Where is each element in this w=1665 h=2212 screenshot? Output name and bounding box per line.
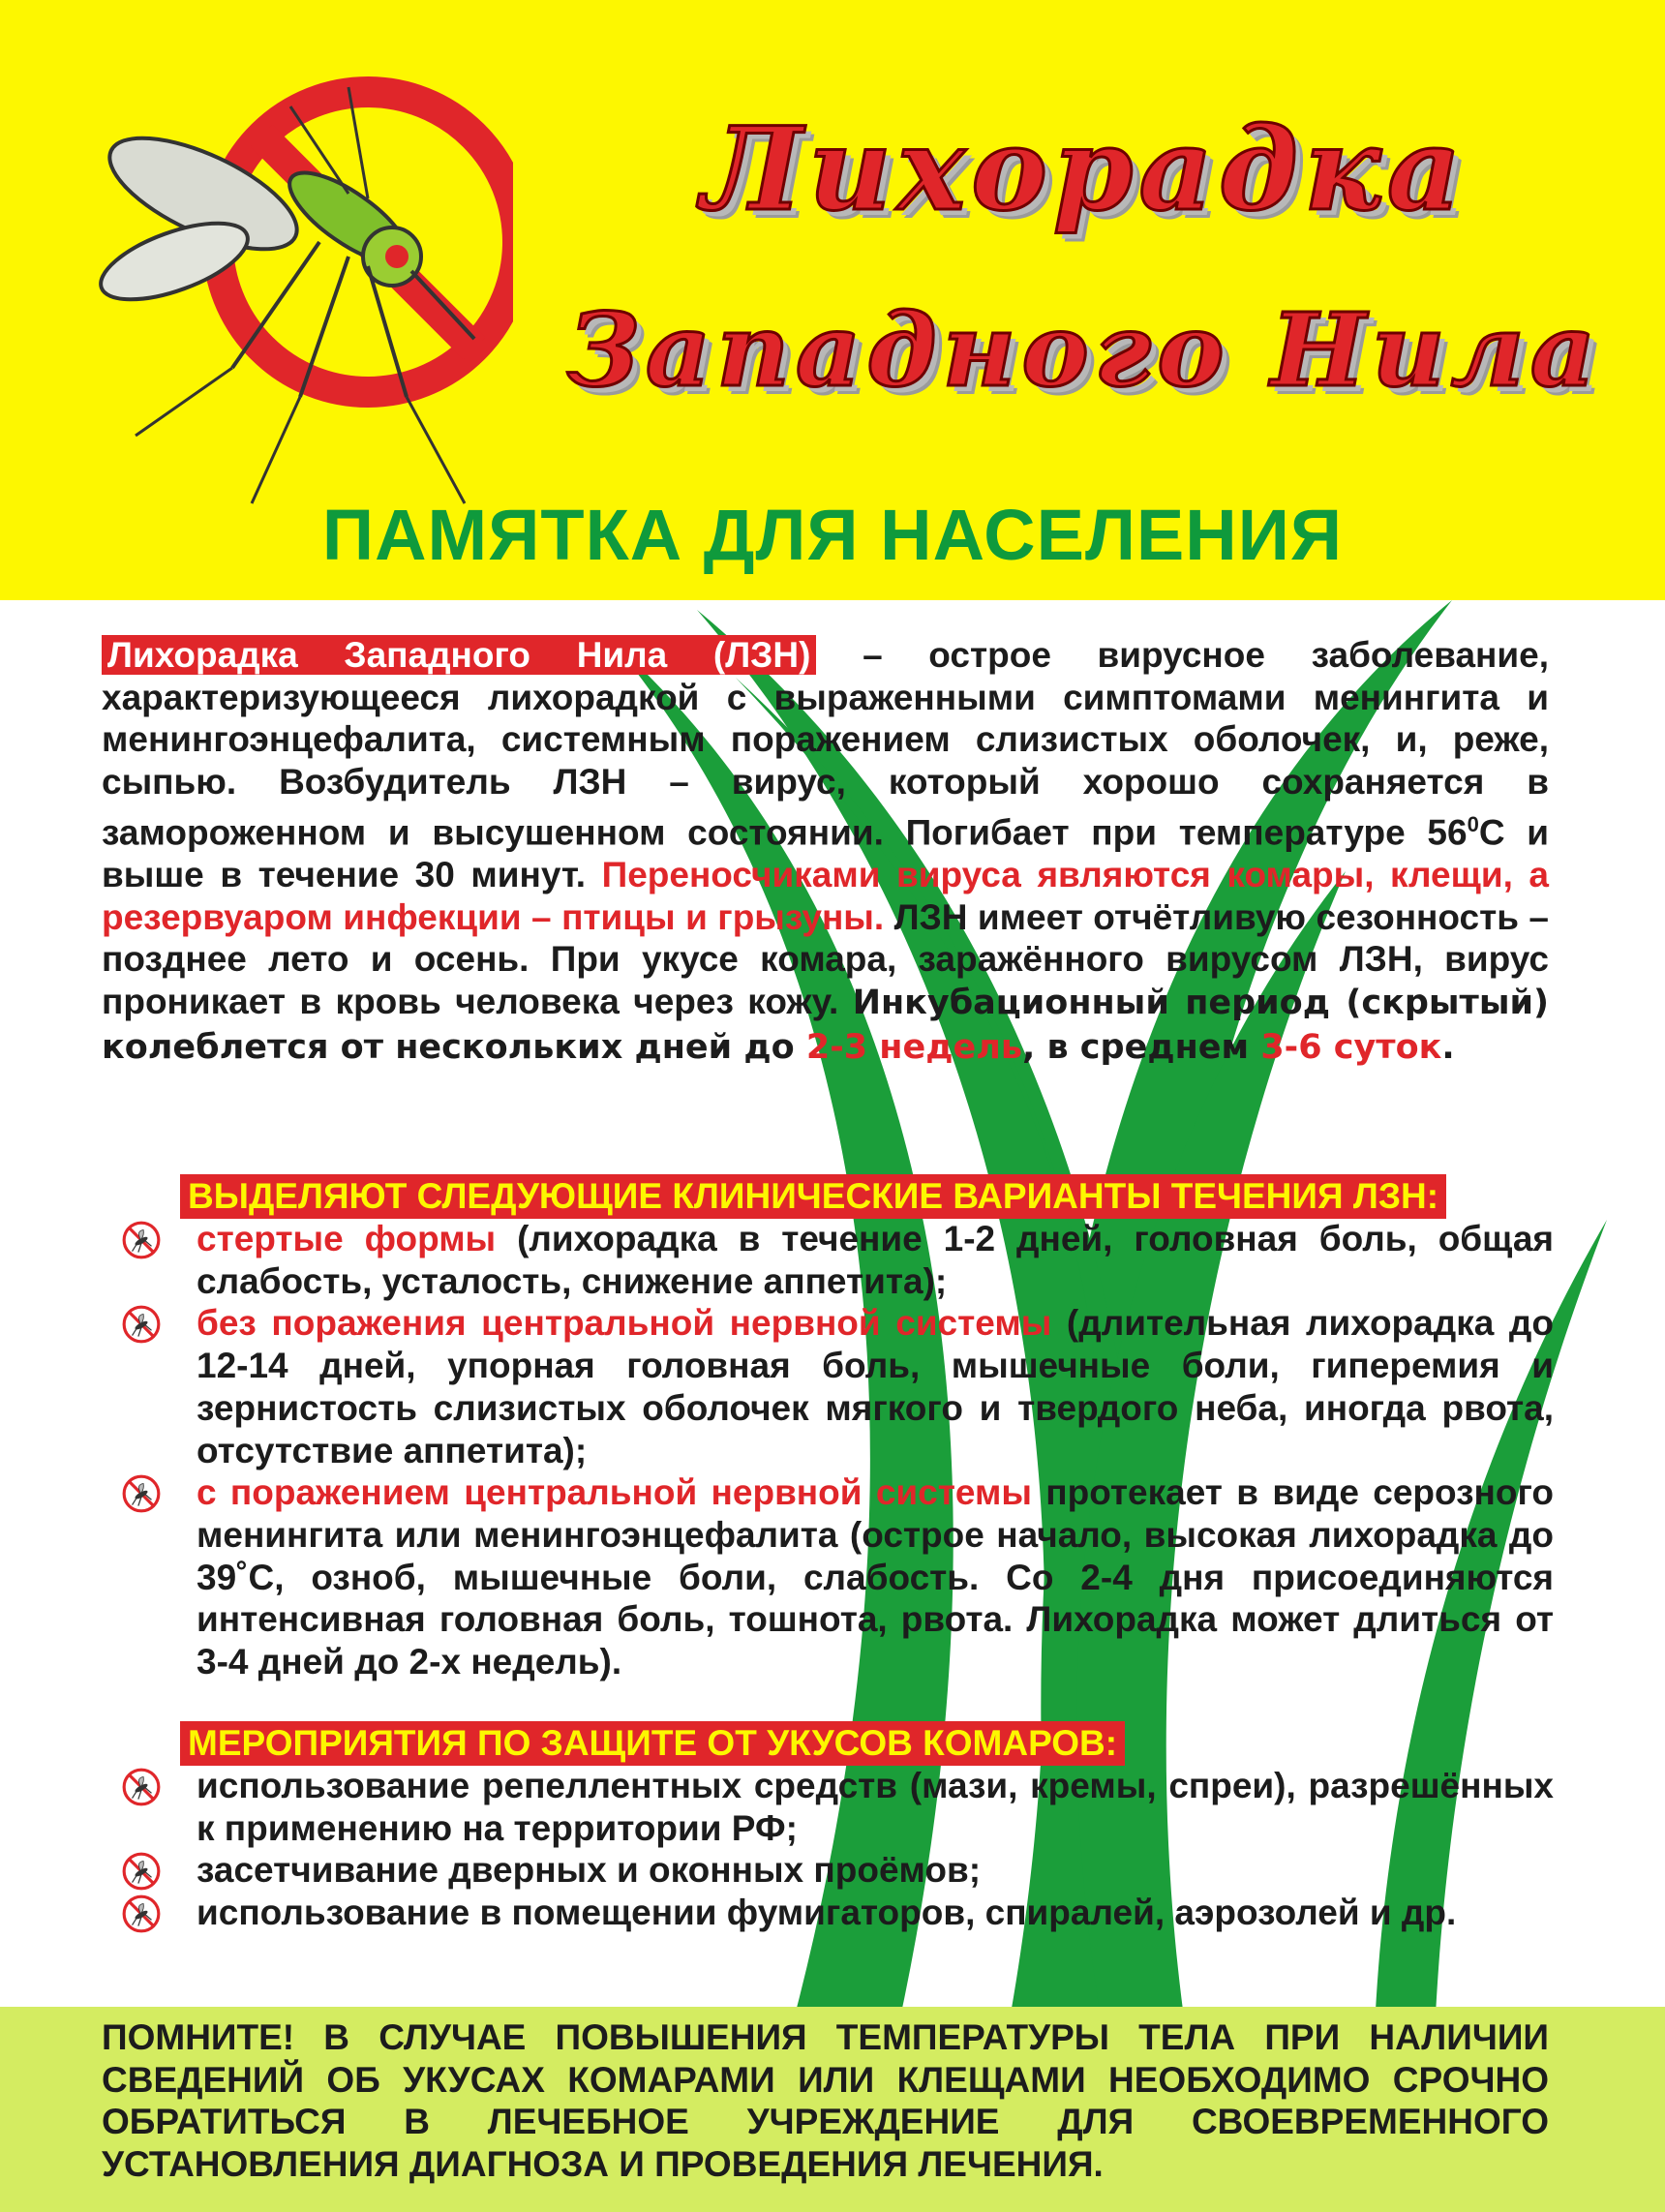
term-highlight: Лихорадка Западного Нила (ЛЗН)	[102, 635, 816, 675]
list-item	[121, 1849, 1554, 1892]
incubation-text-2: , в среднем	[1021, 1027, 1261, 1067]
no-mosquito-bullet-icon	[121, 1473, 162, 1514]
intro-text-2: С и выше в течение 30 минут.	[102, 812, 1550, 894]
variant-text: (лихорадка в течение 1-2 дней, головная боль, общая слабость, усталость, снижение аппетита);	[197, 1219, 1554, 1301]
no-mosquito-bullet-icon	[121, 1851, 162, 1892]
no-mosquito-bullet-icon	[121, 1220, 162, 1260]
intro-paragraph	[102, 634, 1549, 1069]
list-item	[121, 1302, 1554, 1471]
title-line-1: Лихорадка	[701, 102, 1468, 236]
clinical-variants-list	[121, 1218, 1554, 1683]
subtitle: ПАМЯТКА ДЛЯ НАСЕЛЕНИЯ	[321, 495, 1344, 575]
intro-text-3: ЛЗН имеет отчётливую сезонность – позднее лето и осень. При укусе комара, заражённого вирусом ЛЗН, вирус проникает в кровь человека через кожу.	[102, 896, 1549, 1021]
no-mosquito-icon	[58, 48, 513, 523]
vectors-text: Переносчиками вируса являются комары, клещи, а резервуаром инфекции – птицы и грызуны.	[102, 854, 1549, 937]
list-item	[121, 1892, 1554, 1934]
variant-name: стертые формы	[197, 1219, 497, 1258]
measure-text: использование в помещении фумигаторов, спиралей, аэрозолей и др.	[197, 1893, 1457, 1933]
section-protection-heading: МЕРОПРИЯТИЯ ПО ЗАЩИТЕ ОТ УКУСОВ КОМАРОВ:	[180, 1721, 1125, 1766]
list-item	[121, 1765, 1554, 1849]
degree-sup: 0	[1467, 811, 1479, 836]
no-mosquito-bullet-icon	[121, 1767, 162, 1807]
no-mosquito-bullet-icon	[121, 1894, 162, 1934]
variant-name: с поражением центральной нервной системы	[197, 1472, 1032, 1513]
footer-warning: ПОМНИТЕ! В СЛУЧАЕ ПОВЫШЕНИЯ ТЕМПЕРАТУРЫ ТЕЛА ПРИ НАЛИЧИИ СВЕДЕНИЙ ОБ УКУСАХ КОМАРАМИ ИЛИ КЛЕЩАМИ НЕОБХОДИМО СРОЧНО ОБРАТИТЬСЯ В ЛЕЧЕБНОЕ УЧРЕЖДЕНИЕ ДЛЯ СВОЕВРЕМЕННОГО УСТАНОВЛЕНИЯ ДИАГНОЗА И ПРОВЕДЕНИЯ ЛЕЧЕНИЯ.	[102, 2017, 1549, 2184]
incubation-end: .	[1441, 1027, 1455, 1067]
title-line-2: Западного Нила	[566, 290, 1602, 409]
variant-name: без поражения центральной нервной системы	[197, 1303, 1052, 1344]
protection-list	[121, 1765, 1554, 1934]
measure-text: засетчивание дверных и оконных проёмов;	[197, 1850, 982, 1891]
intro-text-1: – острое вирусное заболевание, характеризующееся лихорадкой с выраженными симптомами менингита и менингоэнцефалита, системным поражением слизистых оболочек, и, реже, сыпью. Возбудитель ЛЗН – вирус, который хорошо сохраняется в замороженном и высушенном состоянии. Погибает при температуре 56	[102, 635, 1549, 853]
variant-text: (длительная лихорадка до 12-14 дней, упорная головная боль, мышечные боли, гиперемия и зернистость слизистых оболочек мягкого и твердого неба, иногда рвота, отсутствие аппетита);	[197, 1303, 1555, 1470]
list-item	[121, 1218, 1554, 1302]
measure-text: использование репеллентных средств (мази, кремы, спреи), разрешённых к применению на территории РФ;	[197, 1766, 1554, 1848]
variant-text: протекает в виде серозного менингита или менингоэнцефалита (острое начало, высокая лихорадка до 39˚С, озноб, мышечные боли, слабость. Со 2-4 дня присоединяются интенсивная головная боль, тошнота, рвота. Лихорадка может длиться от 3-4 дней до 2-х недель).	[197, 1472, 1554, 1682]
incubation-max: 2-3 недель	[805, 1027, 1022, 1067]
incubation-avg: 3-6 суток	[1260, 1027, 1442, 1067]
incubation-text: Инкубационный период (скрытый) колеблется от нескольких дней до	[102, 983, 1549, 1067]
section-clinical-heading: ВЫДЕЛЯЮТ СЛЕДУЮЩИЕ КЛИНИЧЕСКИЕ ВАРИАНТЫ ТЕЧЕНИЯ ЛЗН:	[180, 1174, 1446, 1219]
no-mosquito-bullet-icon	[121, 1304, 162, 1345]
list-item	[121, 1471, 1554, 1683]
